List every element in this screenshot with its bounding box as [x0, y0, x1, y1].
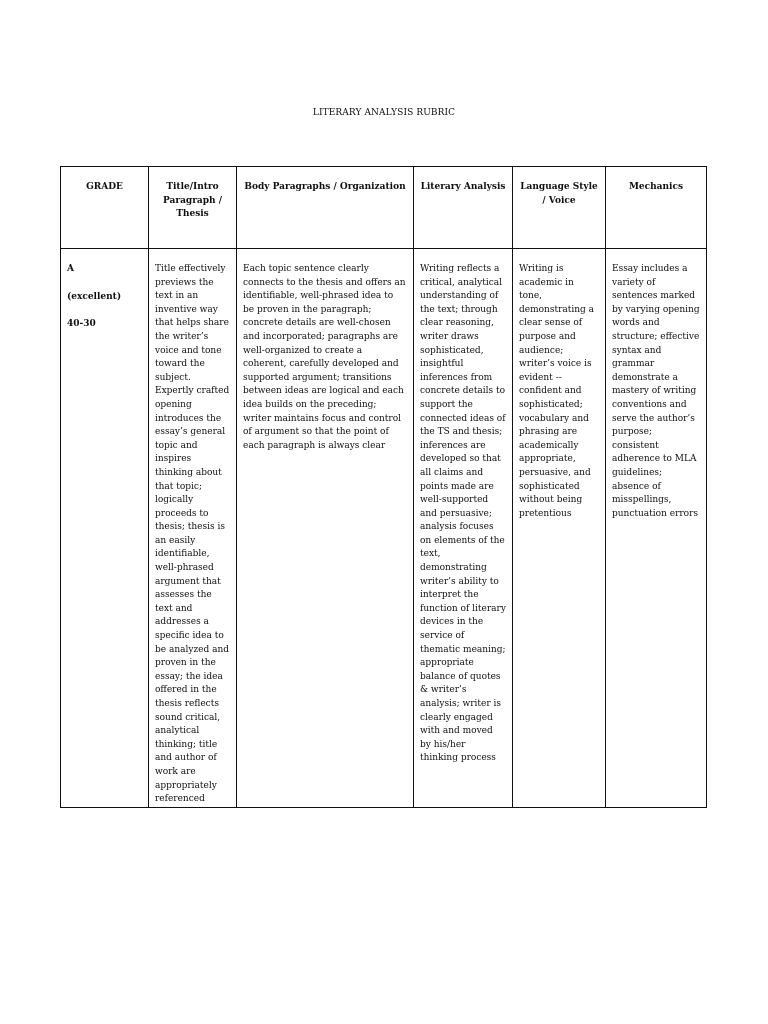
- cell-text: Each topic sentence clearly connects to the thesis and offers an identifiable, well-phrased idea to be proven in the paragraph; concrete details are well-chosen and incorporated; paragraphs are well-organized to create a coherent, carefully developed and supported argument; transitions between ideas are logical and each idea builds on the preceding; writer maintains focus and control of argument so that the point of each paragraph is always clear: [243, 264, 406, 451]
- cell-literary-analysis: [414, 249, 513, 808]
- grade-points: 40-30: [67, 319, 96, 330]
- page-title: LITERARY ANALYSIS RUBRIC: [312, 108, 456, 118]
- header-title-intro-thesis: Title/Intro Paragraph / Thesis: [162, 182, 223, 220]
- cell-text: Essay includes a variety of sentences marked by varying opening words and structure; effective syntax and grammar demonstrate a mastery of writing conventions and serve the author’s purpose; consistent adherence to MLA guidelines; absence of misspellings, punctuation errors: [612, 264, 700, 519]
- header-mechanics: Mechanics: [628, 182, 684, 192]
- cell-text: Writing is academic in tone, demonstrating a clear sense of purpose and audience; writer’s voice is evident -- confident and sophisticated; vocabulary and phrasing are academically appropriate, persuasive, and sophisticated without being pretentious: [519, 264, 595, 519]
- cell-mechanics: [606, 249, 707, 808]
- header-body-paragraphs: Body Paragraphs / Organization: [244, 182, 406, 192]
- cell-text: Title effectively previews the text in an inventive way that helps share the writer’s voice and tone toward the subject. Expertly crafted opening introduces the essay’s general topic and inspires thinking about that topic; logically proceeds to thesis; thesis is an easily identifiable, well-phrased argument that assesses the text and addresses a specific idea to be analyzed and proven in the essay; the idea offered in the thesis reflects sound critical, analytical thinking; title and author of work are appropriately referenced: [155, 264, 230, 805]
- header-language-style: Language Style / Voice: [520, 182, 598, 206]
- table-row: [61, 249, 707, 808]
- rubric-table: [60, 166, 707, 808]
- grade-letter: A: [67, 264, 74, 274]
- header-cell-body: [237, 167, 414, 249]
- cell-title-intro-thesis: [149, 249, 237, 808]
- table-header-row: [61, 167, 707, 249]
- header-cell-analysis: [414, 167, 513, 249]
- grade-cell: [61, 249, 149, 808]
- header-literary-analysis: Literary Analysis: [420, 182, 506, 192]
- header-cell-grade: [61, 167, 149, 249]
- grade-label: (excellent): [67, 291, 122, 302]
- header-cell-mechanics: [606, 167, 707, 249]
- cell-language-style: [513, 249, 606, 808]
- header-grade: GRADE: [86, 182, 123, 192]
- cell-text: Writing reflects a critical, analytical understanding of the text; through clear reasoning, writer draws sophisticated, insightful inferences from concrete details to support the connected ideas of the TS and thesis; inferences are developed so that all claims and points made are well-supported and persuasive; analysis focuses on elements of the text, demonstrating writer’s ability to interpret the function of literary devices in the service of thematic meaning; appropriate balance of quotes & writer’s analysis; writer is clearly engaged with and moved by his/her thinking process: [420, 264, 506, 764]
- header-cell-style: [513, 167, 606, 249]
- cell-body-paragraphs: [237, 249, 414, 808]
- header-cell-thesis: [149, 167, 237, 249]
